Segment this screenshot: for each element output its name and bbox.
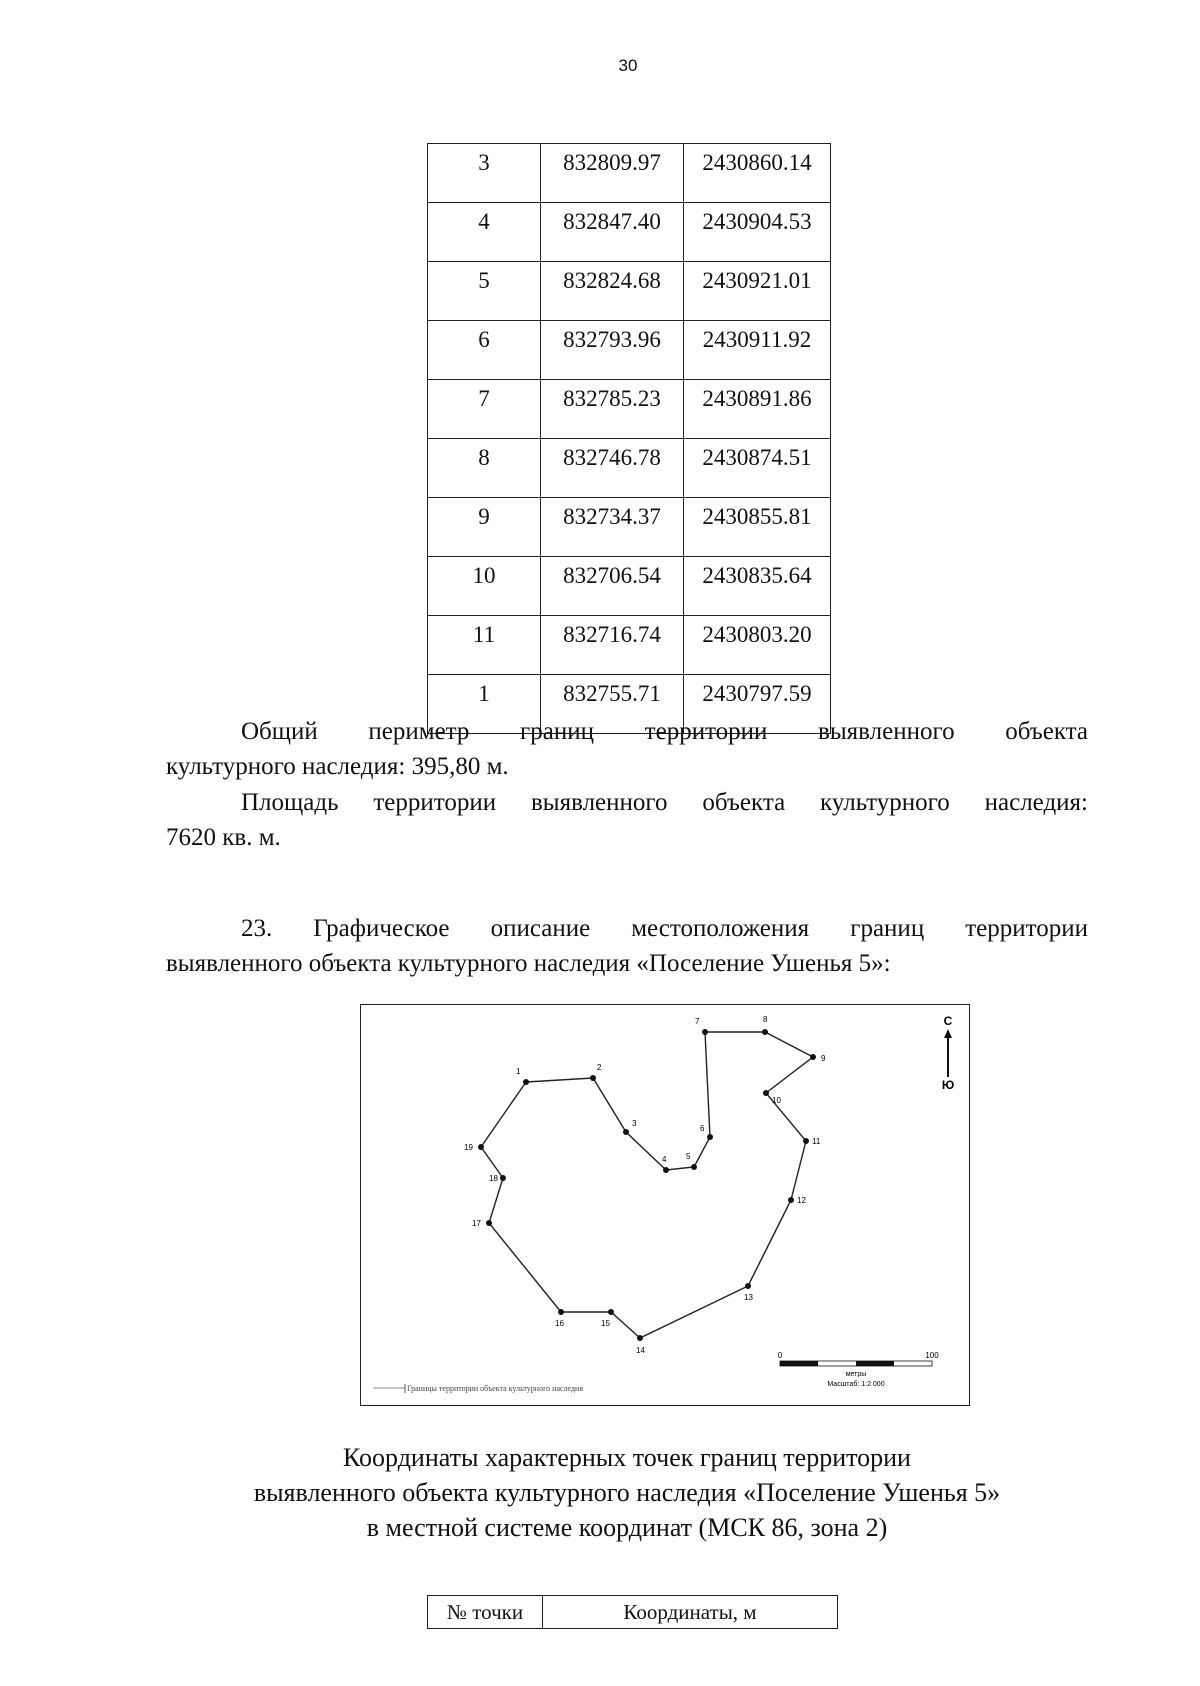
boundary-point-label: 10 bbox=[772, 1096, 781, 1105]
scale-max-label: 100 bbox=[925, 1351, 939, 1360]
point-cell: 1 bbox=[428, 675, 541, 734]
x-coordinate-cell: 832734.37 bbox=[541, 498, 684, 557]
page-number: 30 bbox=[618, 56, 638, 75]
y-coordinate-cell: 2430855.81 bbox=[684, 498, 831, 557]
boundary-point-marker bbox=[523, 1079, 529, 1085]
table-row bbox=[428, 203, 831, 262]
point-cell: 11 bbox=[428, 616, 541, 675]
boundary-point-marker bbox=[691, 1164, 697, 1170]
coordinates-caption bbox=[166, 1440, 1088, 1545]
coordinates-table bbox=[427, 143, 831, 734]
boundary-point-marker bbox=[702, 1029, 708, 1035]
boundary-point-marker bbox=[500, 1175, 506, 1181]
y-coordinate-cell: 2430904.53 bbox=[684, 203, 831, 262]
y-coordinate-cell: 2430911.92 bbox=[684, 321, 831, 380]
boundary-point-marker bbox=[486, 1220, 492, 1226]
x-coordinate-cell: 832746.78 bbox=[541, 439, 684, 498]
boundary-point-label: 3 bbox=[632, 1119, 637, 1128]
point-cell: 6 bbox=[428, 321, 541, 380]
y-coordinate-cell: 2430803.20 bbox=[684, 616, 831, 675]
point-cell: 7 bbox=[428, 380, 541, 439]
section-heading-line-1: 23. Графическое описание местоположения границ территории bbox=[241, 915, 1088, 942]
boundary-map-svg bbox=[361, 1005, 969, 1405]
boundary-point-label: 16 bbox=[555, 1319, 564, 1328]
boundary-point-marker bbox=[608, 1309, 614, 1315]
point-cell: 10 bbox=[428, 557, 541, 616]
north-label: С bbox=[943, 1014, 953, 1028]
x-coordinate-cell: 832706.54 bbox=[541, 557, 684, 616]
x-coordinate-cell: 832809.97 bbox=[541, 144, 684, 203]
x-coordinate-cell: 832793.96 bbox=[541, 321, 684, 380]
coordinates-header-table bbox=[427, 1595, 838, 1629]
point-cell: 9 bbox=[428, 498, 541, 557]
south-label: Ю bbox=[941, 1078, 955, 1092]
section-heading-line-2: выявленного объекта культурного наследия «Поселение Ушенья 5»: bbox=[166, 950, 891, 977]
boundary-point-label: 4 bbox=[662, 1155, 667, 1164]
y-coordinate-cell: 2430835.64 bbox=[684, 557, 831, 616]
boundary-point-label: 1 bbox=[516, 1067, 521, 1076]
scale-ratio-label: Масштаб: 1:2 000 bbox=[827, 1381, 885, 1388]
caption-line-2: выявленного объекта культурного наследия «Поселение Ушенья 5» bbox=[253, 1478, 1001, 1507]
boundary-point-label: 17 bbox=[472, 1219, 481, 1228]
perimeter-line-2: культурного наследия: 395,80 м. bbox=[166, 753, 509, 780]
header-point-column: № точки bbox=[428, 1596, 543, 1629]
boundary-point-marker bbox=[803, 1138, 809, 1144]
y-coordinate-cell: 2430921.01 bbox=[684, 262, 831, 321]
y-coordinate-cell: 2430874.51 bbox=[684, 439, 831, 498]
boundary-point-marker bbox=[810, 1054, 816, 1060]
header-coordinates-column: Координаты, м bbox=[543, 1596, 838, 1629]
boundary-point-marker bbox=[763, 1090, 769, 1096]
boundary-point-marker bbox=[663, 1167, 669, 1173]
boundary-point-marker bbox=[637, 1335, 643, 1341]
boundary-point-marker bbox=[788, 1197, 794, 1203]
boundary-point-label: 12 bbox=[797, 1196, 806, 1205]
boundary-point-label: 18 bbox=[489, 1174, 498, 1183]
x-coordinate-cell: 832824.68 bbox=[541, 262, 684, 321]
boundary-point-label: 6 bbox=[700, 1124, 705, 1133]
boundary-point-marker bbox=[558, 1309, 564, 1315]
x-coordinate-cell: 832755.71 bbox=[541, 675, 684, 734]
table-row bbox=[428, 616, 831, 675]
boundary-map bbox=[360, 1004, 970, 1406]
table-row bbox=[428, 321, 831, 380]
boundary-point-label: 19 bbox=[464, 1143, 473, 1152]
scale-unit-label: метры bbox=[845, 1371, 867, 1378]
point-cell: 8 bbox=[428, 439, 541, 498]
scale-bar bbox=[780, 1361, 932, 1366]
boundary-point-label: 11 bbox=[812, 1137, 821, 1146]
boundary-point-label: 13 bbox=[744, 1293, 753, 1302]
caption-line-1: Координаты характерных точек границ территории bbox=[343, 1443, 911, 1472]
x-coordinate-cell: 832847.40 bbox=[541, 203, 684, 262]
table-row bbox=[428, 439, 831, 498]
boundary-point-marker bbox=[478, 1144, 484, 1150]
boundary-point-marker bbox=[590, 1075, 596, 1081]
boundary-point-label: 14 bbox=[636, 1346, 645, 1355]
boundary-point-marker bbox=[762, 1029, 768, 1035]
perimeter-line-1: Общий периметр границ территории выявленного объекта bbox=[241, 718, 1088, 745]
table-row bbox=[428, 380, 831, 439]
table-row bbox=[428, 498, 831, 557]
boundary-point-marker bbox=[623, 1129, 629, 1135]
caption-line-3: в местной системе координат (МСК 86, зона 2) bbox=[366, 1513, 888, 1542]
table-row bbox=[428, 144, 831, 203]
area-line-2: 7620 кв. м. bbox=[166, 824, 281, 851]
y-coordinate-cell: 2430860.14 bbox=[684, 144, 831, 203]
x-coordinate-cell: 832716.74 bbox=[541, 616, 684, 675]
table-row bbox=[428, 557, 831, 616]
boundary-point-label: 9 bbox=[821, 1054, 826, 1063]
y-coordinate-cell: 2430891.86 bbox=[684, 380, 831, 439]
boundary-point-marker bbox=[707, 1134, 713, 1140]
table-row bbox=[428, 262, 831, 321]
y-coordinate-cell: 2430797.59 bbox=[684, 675, 831, 734]
area-line-1: Площадь территории выявленного объекта культурного наследия: bbox=[241, 789, 1088, 816]
boundary-point-label: 7 bbox=[695, 1017, 700, 1026]
boundary-point-label: 2 bbox=[597, 1063, 602, 1072]
boundary-point-label: 8 bbox=[763, 1015, 768, 1024]
boundary-polygon bbox=[481, 1032, 813, 1338]
boundary-point-marker bbox=[745, 1283, 751, 1289]
north-arrowhead-icon bbox=[944, 1029, 952, 1038]
boundary-point-label: 15 bbox=[601, 1319, 610, 1328]
scale-zero-label: 0 bbox=[777, 1351, 783, 1360]
point-cell: 3 bbox=[428, 144, 541, 203]
point-cell: 4 bbox=[428, 203, 541, 262]
x-coordinate-cell: 832785.23 bbox=[541, 380, 684, 439]
point-cell: 5 bbox=[428, 262, 541, 321]
boundary-point-label: 5 bbox=[686, 1152, 691, 1161]
legend-label: Границы территории объекта культурного наследия bbox=[407, 1384, 584, 1393]
